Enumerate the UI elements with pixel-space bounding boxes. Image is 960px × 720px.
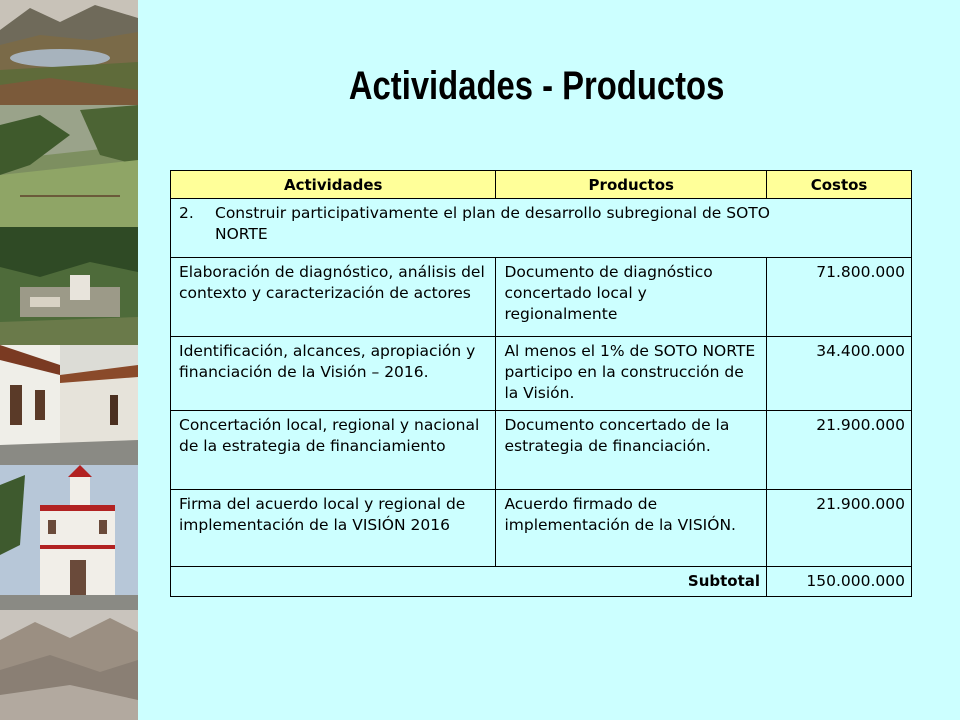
subtotal-row	[171, 567, 912, 597]
cost-cell: 71.800.000	[767, 258, 912, 337]
section-number: 2.	[179, 204, 194, 222]
section-cell	[171, 199, 912, 258]
table-row	[171, 490, 912, 567]
cost-cell: 21.900.000	[767, 411, 912, 490]
activity-cell: Elaboración de diagnóstico, análisis del contexto y caracterización de actores	[171, 258, 496, 337]
product-cell: Al menos el 1% de SOTO NORTE participo en la construcción de la Visión.	[496, 337, 767, 411]
valley-town-photo	[0, 227, 138, 345]
cost-cell: 34.400.000	[767, 337, 912, 411]
cost-cell: 21.900.000	[767, 490, 912, 567]
table-row	[171, 337, 912, 411]
colonial-street-photo	[0, 345, 138, 465]
header-costos: Costos	[767, 171, 912, 199]
table-header-row	[171, 171, 912, 199]
section-text-continued: NORTE	[215, 225, 268, 243]
activities-table	[170, 170, 912, 597]
page-title: Actividades - Productos	[348, 64, 725, 108]
church-photo	[0, 465, 138, 610]
product-cell: Documento de diagnóstico concertado local y regionalmente	[496, 258, 767, 337]
product-cell: Documento concertado de la estrategia de financiación.	[496, 411, 767, 490]
section-row	[171, 199, 912, 258]
header-actividades: Actividades	[171, 171, 496, 199]
arid-mountains-photo	[0, 610, 138, 720]
green-hillside-photo	[0, 105, 138, 227]
section-text: Construir participativamente el plan de desarrollo subregional de SOTO	[215, 204, 770, 222]
table-row	[171, 258, 912, 337]
subtotal-value: 150.000.000	[767, 567, 912, 597]
product-cell: Acuerdo firmado de implementación de la VISIÓN.	[496, 490, 767, 567]
activity-cell: Concertación local, regional y nacional de la estrategia de financiamiento	[171, 411, 496, 490]
activity-cell: Identificación, alcances, apropiación y financiación de la Visión – 2016.	[171, 337, 496, 411]
header-productos: Productos	[496, 171, 767, 199]
subtotal-label: Subtotal	[171, 567, 767, 597]
activity-cell: Firma del acuerdo local y regional de implementación de la VISIÓN 2016	[171, 490, 496, 567]
table-row	[171, 411, 912, 490]
